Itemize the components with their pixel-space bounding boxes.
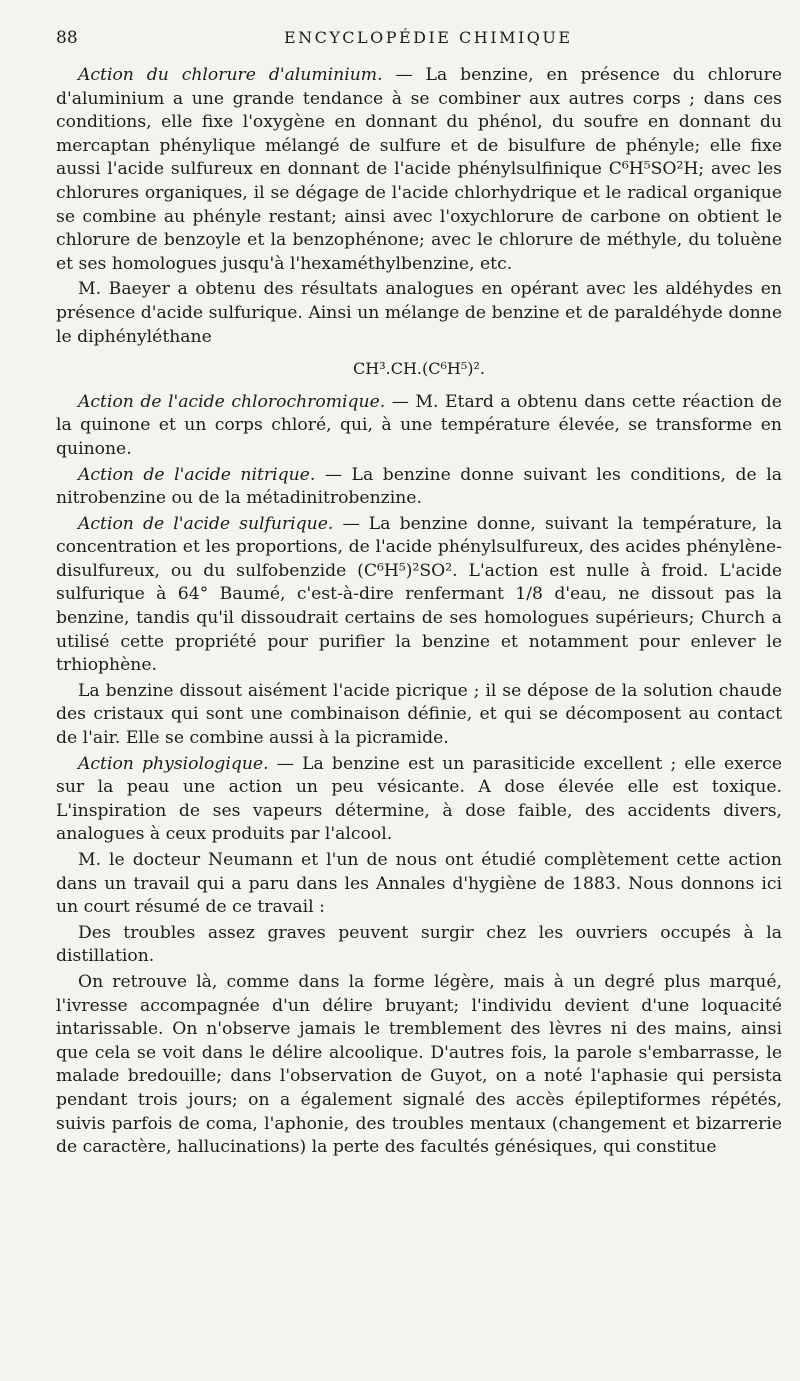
paragraph-neumann xyxy=(56,849,782,920)
running-head xyxy=(56,28,782,58)
paragraph-text: — La benzine est un parasiticide excellent ; elle exerce sur la peau une action un peu vésicante. A dose élevée elle est toxique. L'inspiration de ses vapeurs détermine, à dose faible, des accidents divers, analogues à ceux produits par l'alcool. xyxy=(56,753,782,845)
paragraph-acide-picrique xyxy=(56,680,782,751)
paragraph-lead: Action de l'acide nitrique. xyxy=(78,464,316,485)
paragraph-acide-sulfurique xyxy=(56,513,782,678)
paragraph-text: La benzine dissout aisément l'acide picrique ; il se dépose de la solution chaude des cristaux qui sont une combinaison définie, et qui se décomposent au contact de l'air. Elle se combine aussi à la picramide. xyxy=(56,680,782,749)
paragraph-lead: Action de l'acide sulfurique. xyxy=(78,513,334,534)
paragraph-baeyer xyxy=(56,278,782,349)
paragraph-text: — M. Etard a obtenu dans cette réaction de la quinone et un corps chloré, qui, à une température élevée, se transforme en quinone. xyxy=(56,391,782,459)
running-title: ENCYCLOPÉDIE CHIMIQUE xyxy=(284,28,573,47)
paragraph-text: Des troubles assez graves peuvent surgir chez les ouvriers occupés à la distillation. xyxy=(56,922,782,967)
paragraph-text: — La benzine, en présence du chlorure d'aluminium a une grande tendance à se combiner aux autres corps ; dans ces conditions, elle fixe l'oxygène en donnant du phénol, du soufre en donnant du mercaptan phénylique mélangé de sulfure et de bisulfure de phényle; elle fixe aussi l'acide sulfureux en donnant de l'acide phénylsulfinique C⁶H⁵SO²H; avec les chlorures organiques, il se dégage de l'acide chlorhydrique et le radical organique se combine au phényle restant; ainsi avec l'oxychlorure de carbone on obtient le chlorure de benzoyle et la benzophénone; avec le chlorure de méthyle, du toluène et ses homologues jusqu'à l'hexaméthylbenzine, etc. xyxy=(56,65,782,274)
paragraph-chlorure-aluminium xyxy=(56,64,782,276)
paragraph-text: — La benzine donne suivant les conditions, de la nitrobenzine ou de la métadinitrobenzine. xyxy=(56,464,782,509)
paragraph-lead: Action du chlorure d'aluminium. xyxy=(78,65,383,85)
paragraph-action-physiologique xyxy=(56,753,782,847)
paragraph-acide-chlorochromique xyxy=(56,391,782,462)
paragraph-lead: Action physiologique. xyxy=(78,753,269,774)
paragraph-acide-nitrique xyxy=(56,464,782,511)
paragraph-troubles xyxy=(56,922,782,969)
paragraph-text: On retrouve là, comme dans la forme légère, mais à un degré plus marqué, l'ivresse accompagnée d'un délire bruyant; l'individu devient d'une loquacité intarissable. On n'observe jamais le tremblement des lèvres ni des mains, ainsi que cela se voit dans le délire alcoolique. D'autres fois, la parole s'embarrasse, le malade bredouille; dans l'observation de Guyot, on a noté l'aphasie qui persista pendant trois jours; on a également signalé des accès épileptiformes répétés, suivis parfois de coma, l'aphonie, des troubles mentaux (changement et bizarrerie de caractère, hallucinations) la perte des facultés génésiques, qui constitue xyxy=(56,971,782,1158)
page-number: 88 xyxy=(56,28,78,48)
paragraph-text: M. le docteur Neumann et l'un de nous ont étudié complètement cette action dans un travail qui a paru dans les Annales d'hygiène de 1883. Nous donnons ici un court résumé de ce travail : xyxy=(56,850,782,918)
paragraph-ivresse xyxy=(56,971,782,1160)
formula-diphenylethane: CH³.CH.(C⁶H⁵)². xyxy=(353,359,485,379)
paragraph-lead: Action de l'acide chlorochromique. xyxy=(78,391,386,412)
paragraph-text: M. Baeyer a obtenu des résultats analogues en opérant avec les aldéhydes en présence d'acide sulfurique. Ainsi un mélange de benzine et de paraldéhyde donne le diphényléthane xyxy=(56,279,782,347)
paragraph-text: — La benzine donne, suivant la température, la concentration et les proportions, de l'acide phénylsulfureux, des acides phénylène-disulfureux, ou du sulfobenzide (C⁶H⁵)²SO². L'action est nulle à froid. L'acide sulfurique à 64° Baumé, c'est-à-dire renfermant 1/8 d'eau, ne dissout pas la benzine, tandis qu'il dissoudrait certains de ses homologues supérieurs; Church a utilisé cette propriété pour purifier la benzine et notamment pour enlever le trhiophène. xyxy=(56,513,782,676)
body-text xyxy=(56,64,782,1160)
